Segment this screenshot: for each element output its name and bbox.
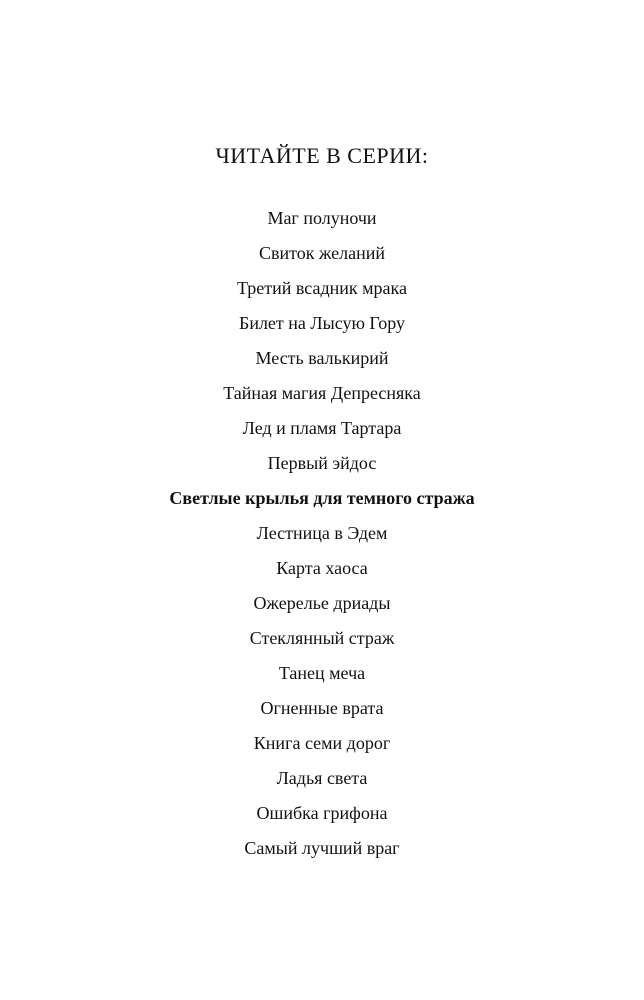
book-title: Маг полуночи xyxy=(267,208,377,228)
book-title: Лестница в Эдем xyxy=(256,523,388,543)
book-title: Огненные врата xyxy=(260,698,384,718)
book-title: Ладья света xyxy=(276,768,368,788)
book-title: Стеклянный страж xyxy=(249,628,395,648)
book-title: Самый лучший враг xyxy=(244,838,400,858)
book-title: Месть валькирий xyxy=(255,348,389,368)
book-title: Тайная магия Депресняка xyxy=(223,383,421,403)
book-title: Билет на Лысую Гору xyxy=(238,313,406,333)
book-title: Ожерелье дриады xyxy=(253,593,391,613)
book-title: Третий всадник мрака xyxy=(236,278,408,298)
book-title: Танец меча xyxy=(278,663,366,683)
book-title: Карта хаоса xyxy=(276,558,368,578)
book-title: Первый эйдос xyxy=(267,453,377,473)
book-title: Ошибка грифона xyxy=(256,803,388,823)
book-title: Книга семи дорог xyxy=(253,733,391,753)
book-title-current: Светлые крылья для темного стража xyxy=(169,488,475,508)
series-book-list xyxy=(0,201,644,866)
series-heading: ЧИТАЙТЕ В СЕРИИ: xyxy=(215,143,429,168)
book-title: Лед и пламя Тартара xyxy=(242,418,402,438)
book-title: Свиток желаний xyxy=(258,243,386,263)
